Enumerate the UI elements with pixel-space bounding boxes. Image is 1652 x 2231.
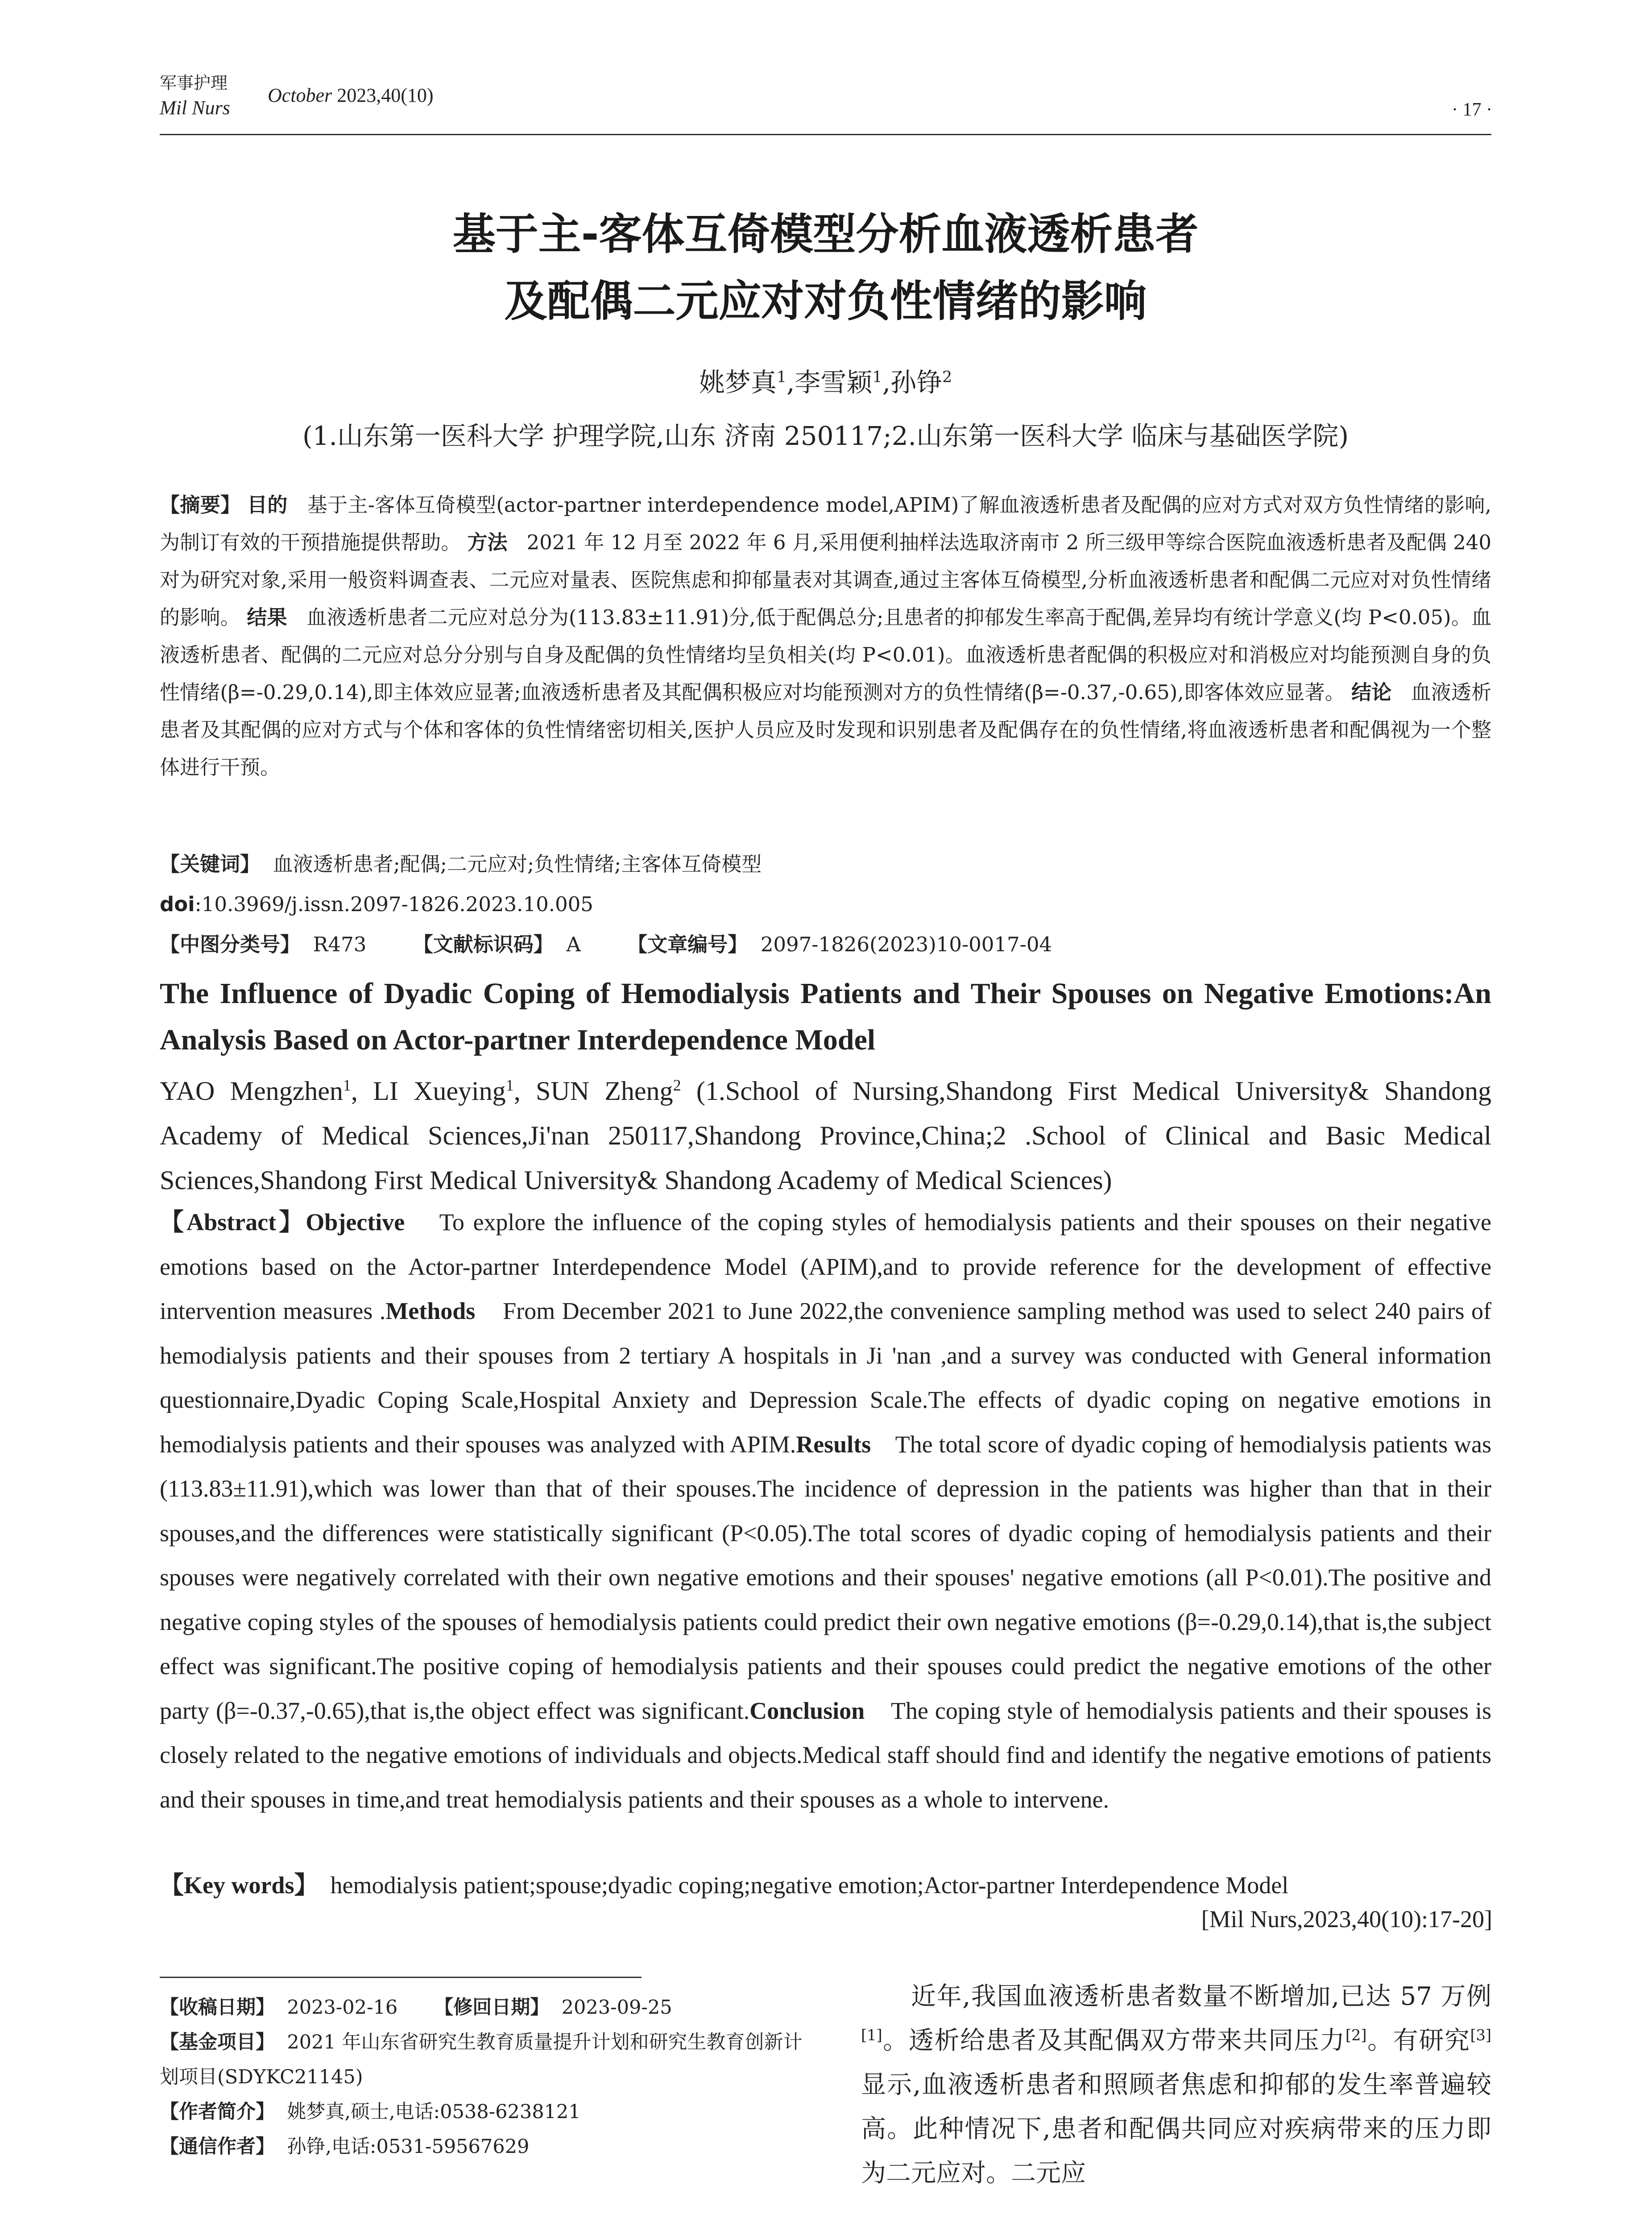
affiliation-cn: (1.山东第一医科大学 护理学院,山东 济南 250117;2.山东第一医科大学 临床与基础医学院) xyxy=(302,421,1349,451)
abstract-en-label: 【Abstract】 xyxy=(160,1209,306,1236)
body-text: 。透析给患者及其配偶双方带来共同压力 xyxy=(882,2026,1346,2055)
results-en-text: The total score of dyadic coping of hemodialysis patients was (113.83±11.91),which was lower than that of their spouses.The incidence of depression in the patients was higher than that in their spouses,and the differences were statistically significant (P<0.05).The total scores of dyadic coping of hemodialysis patients and their spouses were negatively correlated with their own negative emotions and their spouses' negative emotions (all P<0.01).The positive and negative coping styles of the spouses of hemodialysis patients could predict their own negative emotions (β=-0.29,0.14),that is,the subject effect was significant.The positive coping of hemodialysis patients and their spouses could predict the negative emotions of the other party (β=-0.37,-0.65),that is,the object effect was significant. xyxy=(160,1431,1491,1724)
footnote-corresponding xyxy=(160,2129,811,2164)
doi xyxy=(160,886,1491,923)
title-line-2: 及配偶二元应对对负性情绪的影响 xyxy=(504,276,1147,326)
author-name-en: SUN Zheng xyxy=(535,1076,673,1106)
journal-name-en: Mil Nurs xyxy=(160,97,230,119)
clc-value: R473 xyxy=(313,933,367,956)
author-affil-mark: 1 xyxy=(872,368,882,386)
objective-en-label: Objective xyxy=(306,1209,405,1236)
author-affil-mark: 1 xyxy=(776,368,787,386)
footnote-dates xyxy=(160,1990,811,2025)
results-label: 结果 xyxy=(247,605,287,629)
keywords-en xyxy=(160,1865,1491,1905)
conclusion-en-text: The coping style of hemodialysis patients and their spouses is closely related to the negative emotions of individuals and objects.Medical staff should find and identify the negative emotions of patients and their spouses in time,and treat hemodialysis patients and their spouses as a whole to intervene. xyxy=(160,1697,1491,1813)
issue-month: October xyxy=(268,84,332,106)
citation: [Mil Nurs,2023,40(10):17-20] xyxy=(1201,1906,1492,1932)
footnote-author xyxy=(160,2094,811,2129)
author-affil-mark: 1 xyxy=(343,1076,351,1094)
author-bio-text: 姚梦真,硕士,电话:0538-6238121 xyxy=(287,2101,581,2123)
objective-label: 目的 xyxy=(247,493,288,517)
author-name: 姚梦真 xyxy=(699,367,777,398)
header-rule xyxy=(160,134,1491,135)
methods-en-label: Methods xyxy=(385,1298,476,1324)
conclusion-label: 结论 xyxy=(1351,680,1392,704)
keywords-text: 血液透析患者;配偶;二元应对;负性情绪;主客体互倚模型 xyxy=(273,852,762,876)
doc-code-label: 【文献标识码】 xyxy=(413,933,554,956)
keywords-en-label: 【Key words】 xyxy=(160,1872,319,1899)
reference-mark[interactable]: [2] xyxy=(1345,2026,1367,2044)
body-text: 。有研究 xyxy=(1366,2026,1470,2055)
revised-label: 【修回日期】 xyxy=(434,1996,550,2019)
clc-label: 【中图分类号】 xyxy=(160,933,301,956)
abstract-cn xyxy=(160,486,1491,786)
revised-date: 2023-09-25 xyxy=(561,1996,672,2019)
author-bio-label: 【作者简介】 xyxy=(160,2101,275,2123)
issue-volume: 2023,40(10) xyxy=(337,84,434,106)
conclusion-en-label: Conclusion xyxy=(749,1697,865,1724)
methods-text: 2021 年 12 月至 2022 年 6 月,采用便利抽样法选取济南市 2 所三级甲等综合医院血液透析患者及配偶 240 对为研究对象,采用一般资料调查表、二元应对量表、医院焦虑和抑郁量表对其调查,通过主客体互倚模型,分析血液透析患者和配偶二元应对对负性情绪的影响。 xyxy=(160,531,1491,629)
results-en-label: Results xyxy=(796,1431,871,1458)
keywords-label: 【关键词】 xyxy=(160,852,261,876)
corresponding-text: 孙铮,电话:0531-59567629 xyxy=(287,2136,530,2158)
author-name-en: YAO Mengzhen xyxy=(160,1076,343,1106)
doi-label: doi xyxy=(160,892,195,916)
body-text: 显示,血液透析患者和照顾者焦虑和抑郁的发生率普遍较高。此种情况下,患者和配偶共同应对疾病带来的压力即为二元应对。二元应 xyxy=(861,2070,1491,2188)
doi-value: :10.3969/j.issn.2097-1826.2023.10.005 xyxy=(195,892,593,916)
affiliation-en: (1.School of Nursing,Shandong First Medical University& Shandong Academy of Medical Sciences,Ji'nan 250117,Shandong Province,China;2 .School of Clinical and Basic Medical Sciences,Shandong First Medical University& Shandong Academy of Medical Sciences) xyxy=(160,1076,1492,1195)
authors-en: YAO Mengzhen$^1$, LI Xueying$^1$, SUN Zheng$^2$ (1.School of Nursing,Shandong First Medical University& Shandong Academy of Medical Sciences,Ji'nan 250117,Shandong Province,China;2 .School of Clinical and Basic Medical Sciences,Shandong First Medical University& Shandong Academy of Medical Sciences) xyxy=(160,1076,1492,1195)
author-name: 李雪颖 xyxy=(795,367,873,398)
journal-name xyxy=(160,70,230,120)
keywords-en-text: hemodialysis patient;spouse;dyadic coping;negative emotion;Actor-partner Interdependence Model xyxy=(330,1872,1289,1899)
footnotes xyxy=(160,1990,811,2164)
article-number-label: 【文章编号】 xyxy=(627,933,748,956)
reference-mark[interactable]: [3] xyxy=(1470,2026,1492,2044)
methods-label: 方法 xyxy=(467,531,508,554)
objective-en-text: To explore the influence of the coping styles of hemodialysis patients and their spouses on their negative emotions based on the Actor-partner Interdependence Model (APIM),and to provide reference for the development of effective intervention measures . xyxy=(160,1209,1491,1324)
author-affil-mark: 2 xyxy=(942,368,952,386)
abstract-en xyxy=(160,1200,1491,1822)
conclusion-text: 血液透析患者及其配偶的应对方式与个体和客体的负性情绪密切相关,医护人员应及时发现和识别患者及配偶存在的负性情绪,将血液透析患者和配偶视为一个整体进行干预。 xyxy=(160,680,1491,779)
received-label: 【收稿日期】 xyxy=(160,1996,275,2019)
fund-text: 2021 年山东省研究生教育质量提升计划和研究生教育创新计划项目(SDYKC21145) xyxy=(160,2031,803,2088)
author-name: 孙铮 xyxy=(890,367,943,398)
article-title-cn xyxy=(160,201,1491,335)
doc-code-value: A xyxy=(566,933,581,956)
footnote-fund xyxy=(160,2025,811,2094)
received-date: 2023-02-16 xyxy=(287,1996,398,2019)
issue-info xyxy=(268,84,434,107)
keywords-cn xyxy=(160,846,1491,883)
page-number: · 17 · xyxy=(1452,100,1492,120)
article-number-value: 2097-1826(2023)10-0017-04 xyxy=(760,933,1052,956)
body-paragraph xyxy=(861,1974,1491,2195)
author-affil-mark: 2 xyxy=(673,1076,681,1094)
article-title-en: The Influence of Dyadic Coping of Hemodialysis Patients and Their Spouses on Negative Emotions:An Analysis Based on Actor-partner Interdependence Model xyxy=(160,977,1491,1056)
authors-cn: 姚梦真$^1$,李雪颖$^1$,孙铮$^2$ xyxy=(699,367,952,398)
results-text: 血液透析患者二元应对总分为(113.83±11.91)分,低于配偶总分;且患者的抑郁发生率高于配偶,差异均有统计学意义(均 P<0.05)。血液透析患者、配偶的二元应对总分分别与自身及配偶的负性情绪均呈负相关(均 P<0.01)。血液透析患者配偶的积极应对和消极应对均能预测自身的负性情绪(β=-0.29,0.14),即主体效应显著;血液透析患者及其配偶积极应对均能预测对方的负性情绪(β=-0.37,-0.65),即客体效应显著。 xyxy=(160,605,1491,704)
classification-codes xyxy=(160,926,1491,963)
journal-name-cn: 军事护理 xyxy=(160,73,228,93)
abstract-label: 【摘要】 xyxy=(160,493,241,517)
reference-mark[interactable]: [1] xyxy=(861,2026,882,2044)
fund-label: 【基金项目】 xyxy=(160,2031,275,2053)
footnote-rule xyxy=(160,1977,642,1978)
author-name-en: LI Xueying xyxy=(373,1076,506,1106)
methods-en-text: From December 2021 to June 2022,the convenience sampling method was used to select 240 pairs of hemodialysis patients and their spouses from 2 tertiary A hospitals in Ji 'nan ,and a survey was conducted with General information questionnaire,Dyadic Coping Scale,Hospital Anxiety and Depression Scale.The effects of dyadic coping on negative emotions in hemodialysis patients and their spouses was analyzed with APIM. xyxy=(160,1298,1491,1458)
objective-text: 基于主-客体互倚模型(actor-partner interdependence model,APIM)了解血液透析患者及配偶的应对方式对双方负性情绪的影响,为制订有效的干预措施提供帮助。 xyxy=(160,493,1491,554)
body-text: 近年,我国血液透析患者数量不断增加,已达 57 万例 xyxy=(911,1982,1491,2011)
corresponding-label: 【通信作者】 xyxy=(160,2136,275,2158)
title-line-1: 基于主-客体互倚模型分析血液透析患者 xyxy=(452,209,1199,259)
author-affil-mark: 1 xyxy=(505,1076,514,1094)
